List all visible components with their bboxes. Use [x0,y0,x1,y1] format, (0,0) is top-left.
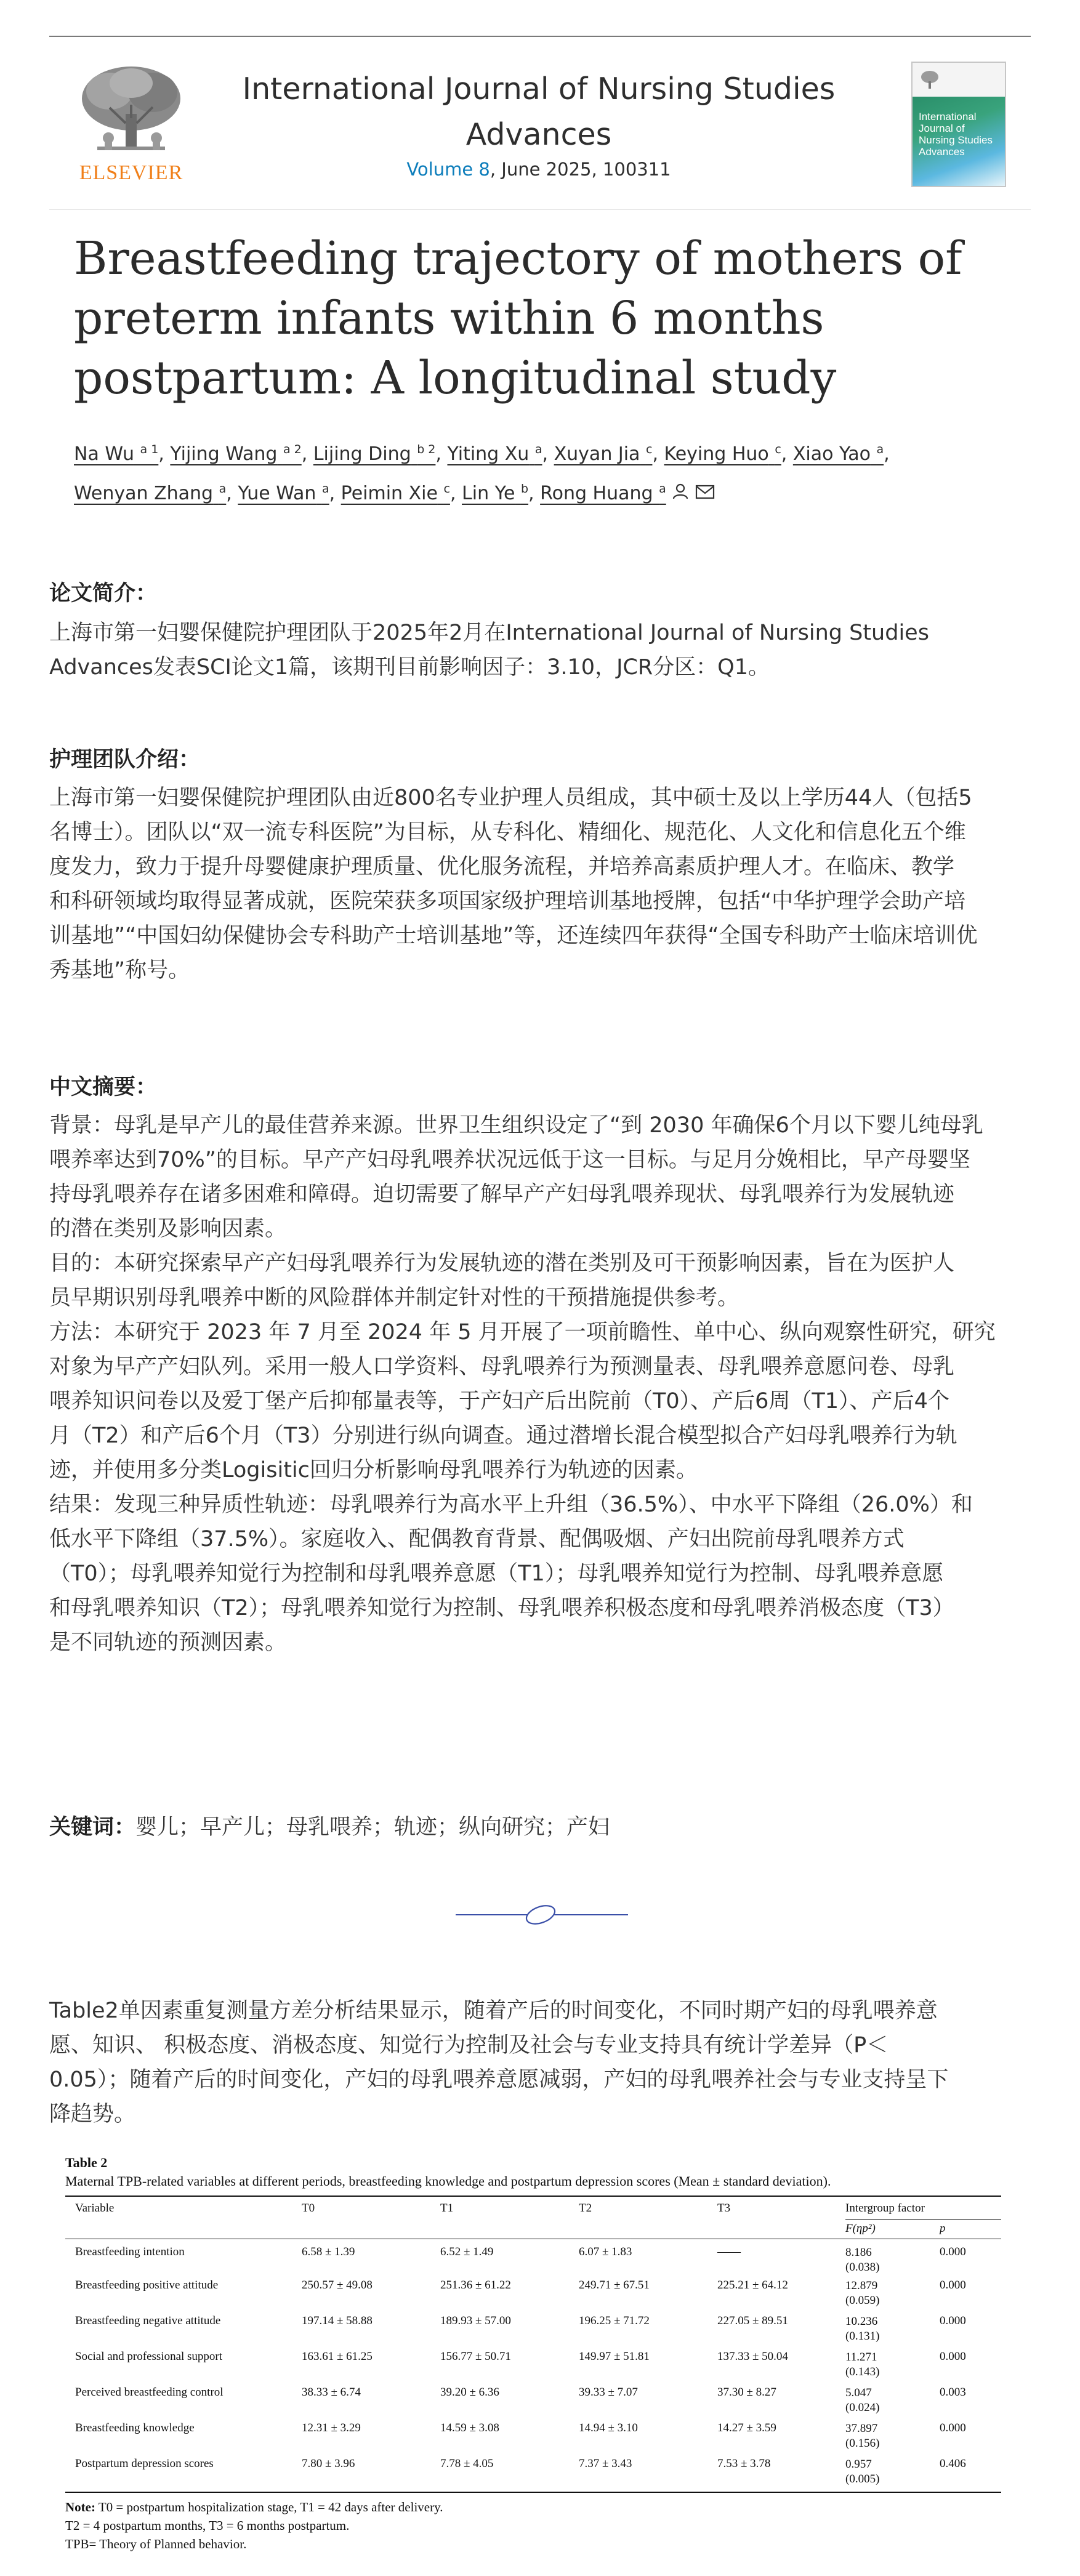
cell-f: 11.271 (0.143) [845,2351,880,2378]
article-title-line: postpartum: A longitudinal study [74,352,837,405]
article-title-line: preterm infants within 6 months [74,292,824,345]
header-t2: T2 [579,2202,592,2215]
cell-t2: 196.25 ± 71.72 [579,2314,650,2327]
keywords-heading: 关键词： [49,1815,136,1840]
author-row-2: Wenyan Zhang $^a$, Yue Wan $^a$, Peimin Xie $^c$, Lin Ye $^b$, Rong Huang $^a$ [74,472,1010,512]
table-caption: Maternal TPB-related variables at different periods, breastfeeding knowledge and postpartum depression scores (Mean ± standard deviation). [65,2173,831,2189]
cell-f: 10.236 (0.131) [845,2315,880,2343]
subheader-p: p [940,2221,946,2235]
issue-date: , June 2025, 100311 [490,159,671,180]
author-link[interactable]: Keying Huo $^c$ [664,443,781,465]
cell-p: 0.000 [940,2245,966,2258]
keywords [49,1810,610,1845]
author-row-1: Na Wu $^{a 1}$, Yijing Wang $^{a 2}$, Lijing Ding $^{b 2}$, Yiting Xu $^a$, Xuyan Jia $^c$, Keying Huo $^c$, Xiao Yao $^a$, [74,443,890,465]
author-link[interactable]: Yue Wan $^a$ [238,482,329,504]
table-note-line: Note: T0 = postpartum hospitalization stage, T1 = 42 days after delivery. [65,2500,443,2514]
subheader-f: F(ηp²) [845,2221,876,2235]
abstract-line: 持母乳喂养存在诸多困难和障碍。迫切需要了解早产产妇母乳喂养现状、母乳喂养行为发展轨迹 [49,1182,955,1207]
cell-variable: Breastfeeding knowledge [75,2421,195,2434]
table-header-row [65,2197,1001,2219]
cell-t0: 197.14 ± 58.88 [302,2314,373,2327]
cell-t3: 227.05 ± 89.51 [717,2314,788,2327]
team-line: 名博士）。团队以“双一流专科医院”为目标，从专科化、精细化、规范化、人文化和信息化五个维 [49,820,966,845]
abstract-line: 是不同轨迹的预测因素。 [49,1630,287,1655]
cell-t0: 250.57 ± 49.08 [302,2279,373,2292]
author-list [74,432,1010,512]
author-link[interactable]: Xiao Yao $^a$ [792,443,884,465]
cell-t3: 137.33 ± 50.04 [717,2350,788,2363]
table-intro-line: Table2单因素重复测量方差分析结果显示，随着产后的时间变化，不同时期产妇的母乳喂养意 [49,1998,938,2023]
team-line: 和科研领域均取得显著成就，医院荣获多项国家级护理培训基地授牌，包括“中华护理学会助产培 [49,889,966,914]
cell-t2: 149.97 ± 51.81 [579,2350,650,2363]
intro-line: Advances发表SCI论文1篇，该期刊目前影响因子：3.10，JCR分区：Q1。 [49,655,770,680]
abstract-line: 方法：本研究于 2023 年 7 月至 2024 年 5 月开展了一项前瞻性、单中心、纵向观察性研究，研究 [49,1320,996,1345]
cell-f: 12.879 (0.059) [845,2279,880,2307]
abstract-line: 的潜在类别及影响因素。 [49,1217,287,1241]
journal-cover-thumbnail[interactable] [911,62,1006,187]
table-row [65,2453,1001,2492]
person-icon[interactable] [672,477,689,512]
header-divider [49,209,1031,210]
elsevier-tree-icon [73,62,190,160]
elsevier-wordmark[interactable]: ELSEVIER [79,161,183,184]
table-note-line: TPB= Theory of Planned behavior. [65,2537,247,2551]
table-intro-line: 0.05）；随着产后的时间变化，产妇的母乳喂养意愿减弱，产妇的母乳喂养社会与专业支持呈下 [49,2067,949,2092]
abstract-line: （T0）；母乳喂养知觉行为控制和母乳喂养意愿（T1）；母乳喂养知觉行为控制、母乳喂养意愿 [49,1561,944,1586]
cell-variable: Breastfeeding negative attitude [75,2314,221,2327]
table-row [65,2275,1001,2311]
intro-paragraph [49,616,1031,685]
cell-f: 37.897 (0.156) [845,2422,880,2450]
header-t3: T3 [717,2202,731,2215]
cell-f: 0.957 (0.005) [845,2458,880,2485]
abstract-line: 结果：发现三种异质性轨迹：母乳喂养行为高水平上升组（36.5%）、中水平下降组（26.0%）和 [49,1492,973,1517]
cell-p: 0.000 [940,2314,966,2327]
cell-p: 0.003 [940,2386,966,2399]
cell-t0: 12.31 ± 3.29 [302,2421,361,2434]
author-link[interactable]: Lijing Ding $^{b 2}$ [313,443,436,465]
table-intro-line: 愿、知识、 积极态度、消极态度、知觉行为控制及社会与专业支持具有统计学差异（P＜ [49,2033,889,2058]
cell-t0: 163.61 ± 61.25 [302,2350,373,2363]
abstract-line: 对象为早产产妇队列。采用一般人口学资料、母乳喂养行为预测量表、母乳喂养意愿问卷、母乳 [49,1354,955,1379]
intro-line: 上海市第一妇婴保健院护理团队于2025年2月在International Journal of Nursing Studies [49,621,929,645]
cover-title: International Journal of Nursing Studies Advances [919,111,993,158]
table-label: Table 2 [65,2155,108,2170]
abstract-paragraph [49,1108,1031,1660]
cell-variable: Postpartum depression scores [75,2457,214,2470]
cell-f: 5.047 (0.024) [845,2386,880,2414]
author-link[interactable]: Yijing Wang $^{a 2}$ [170,443,302,465]
cell-t0: 6.58 ± 1.39 [302,2245,355,2258]
header-variable: Variable [75,2202,115,2215]
table-row [65,2418,1001,2453]
table-bottom-rule [65,2492,1001,2493]
team-line: 秀基地”称号。 [49,958,190,983]
team-line: 上海市第一妇婴保健院护理团队由近800名专业护理人员组成，其中硕士及以上学历44人（包括5 [49,786,972,810]
volume-link[interactable]: Volume 8 [406,159,490,180]
data-table [65,2197,1001,2492]
intro-heading: 论文简介： [49,581,158,606]
author-link[interactable]: Na Wu $^{a 1}$ [74,443,159,465]
top-rule [49,36,1031,37]
table-intro-paragraph [49,1994,1031,2131]
abstract-line: 和母乳喂养知识（T2）；母乳喂养知觉行为控制、母乳喂养积极态度和母乳喂养消极态度（T3） [49,1596,954,1620]
author-link[interactable]: Xuyan Jia $^c$ [554,443,653,465]
cell-t3: 37.30 ± 8.27 [717,2386,776,2399]
cell-p: 0.000 [940,2421,966,2434]
team-paragraph [49,781,1031,988]
abstract-line: 低水平下降组（37.5%）。家庭收入、配偶教育背景、配偶吸烟、产妇出院前母乳喂养方式 [49,1527,905,1552]
cell-variable: Social and professional support [75,2350,223,2363]
cell-t3: 14.27 ± 3.59 [717,2421,776,2434]
table-intro-line: 降趋势。 [49,2102,136,2127]
cell-t3: 7.53 ± 3.78 [717,2457,771,2470]
abstract-heading: 中文摘要： [49,1075,158,1100]
article-title-line: Breastfeeding trajectory of mothers of [74,232,962,285]
keywords-text: 婴儿；早产儿；母乳喂养；轨迹；纵向研究；产妇 [135,1815,610,1840]
cell-t2: 14.94 ± 3.10 [579,2421,638,2434]
cell-t1: 156.77 ± 50.71 [440,2350,511,2363]
header-t0: T0 [302,2202,315,2215]
table-note-line: T2 = 4 postpartum months, T3 = 6 months postpartum. [65,2518,350,2533]
journal-title[interactable]: International Journal of Nursing Studies Advances [242,71,836,152]
header-intergroup: Intergroup factor [845,2197,1001,2219]
cell-variable: Breastfeeding intention [75,2245,185,2258]
team-line: 度发力，致力于提升母婴健康护理质量、优化服务流程，并培养高素质护理人才。在临床、教学 [49,855,955,879]
abstract-line: 背景：母乳是早产儿的最佳营养来源。世界卫生组织设定了“到 2030 年确保6个月以下婴儿纯母乳 [49,1113,983,1138]
cover-header-area [913,63,1005,97]
author-link[interactable]: Wenyan Zhang $^a$ [74,482,227,504]
author-link[interactable]: Lin Ye $^b$ [462,482,529,504]
abstract-line: 目的：本研究探索早产产妇母乳喂养行为发展轨迹的潜在类别及可干预影响因素，旨在为医护人 [49,1251,955,1276]
author-link[interactable]: Yiting Xu $^a$ [447,443,542,465]
cell-t2: 39.33 ± 7.07 [579,2386,638,2399]
abstract-line: 喂养率达到70%”的目标。早产产妇母乳喂养状况远低于这一目标。与足月分娩相比，早产母婴坚 [49,1148,970,1172]
cell-f: 8.186 (0.038) [845,2246,880,2274]
journal-issue-info [234,159,844,180]
cell-t2: 6.07 ± 1.83 [579,2245,632,2258]
cell-p: 0.000 [940,2350,966,2363]
cell-t3: 225.21 ± 64.12 [717,2279,788,2292]
cell-t1: 39.20 ± 6.36 [440,2386,499,2399]
cell-t0: 7.80 ± 3.96 [302,2457,355,2470]
table-row [65,2311,1001,2346]
table-2 [65,2155,1001,2553]
table-notes [65,2498,1001,2553]
team-line: 训基地”“中国妇幼保健协会专科助产士培训基地”等，还连续四年获得“全国专科助产士临床培训优 [49,924,978,948]
author-link[interactable]: Peimin Xie $^c$ [341,482,450,504]
cell-variable: Breastfeeding positive attitude [75,2279,219,2292]
cell-p: 0.406 [940,2457,966,2470]
table-subheader-row [65,2219,1001,2239]
abstract-line: 员早期识别母乳喂养中断的风险群体并制定针对性的干预措施提供参考。 [49,1286,739,1310]
abstract-line: 喂养知识问卷以及爱丁堡产后抑郁量表等，于产妇产后出院前（T0）、产后6周（T1）、产后4个 [49,1389,949,1414]
cell-variable: Perceived breastfeeding control [75,2386,224,2399]
cell-t1: 14.59 ± 3.08 [440,2421,499,2434]
email-icon[interactable] [695,477,715,512]
table-row [65,2346,1001,2382]
article-title [74,229,997,408]
cell-t2: 249.71 ± 67.51 [579,2279,650,2292]
cell-t1: 189.93 ± 57.00 [440,2314,511,2327]
abstract-line: 迹，并使用多分类Logisitic回归分析影响母乳喂养行为轨迹的因素。 [49,1458,698,1483]
cell-t0: 38.33 ± 6.74 [302,2386,361,2399]
table-row [65,2382,1001,2418]
author-link[interactable]: Rong Huang $^a$ [540,482,666,504]
cell-t1: 7.78 ± 4.05 [440,2457,494,2470]
cover-tree-icon [917,68,942,92]
cell-t1: 6.52 ± 1.49 [440,2245,494,2258]
cell-t2: 7.37 ± 3.43 [579,2457,632,2470]
cell-p: 0.000 [940,2279,966,2292]
section-divider-ornament [456,1896,628,1933]
cell-t1: 251.36 ± 61.22 [440,2279,511,2292]
header-t1: T1 [440,2202,454,2215]
cell-t3: —— [717,2245,741,2258]
table-row [65,2239,1001,2275]
abstract-line: 月（T2）和产后6个月（T3）分别进行纵向调查。通过潜增长混合模型拟合产妇母乳喂养行为轨 [49,1423,957,1448]
team-heading: 护理团队介绍： [49,747,201,772]
